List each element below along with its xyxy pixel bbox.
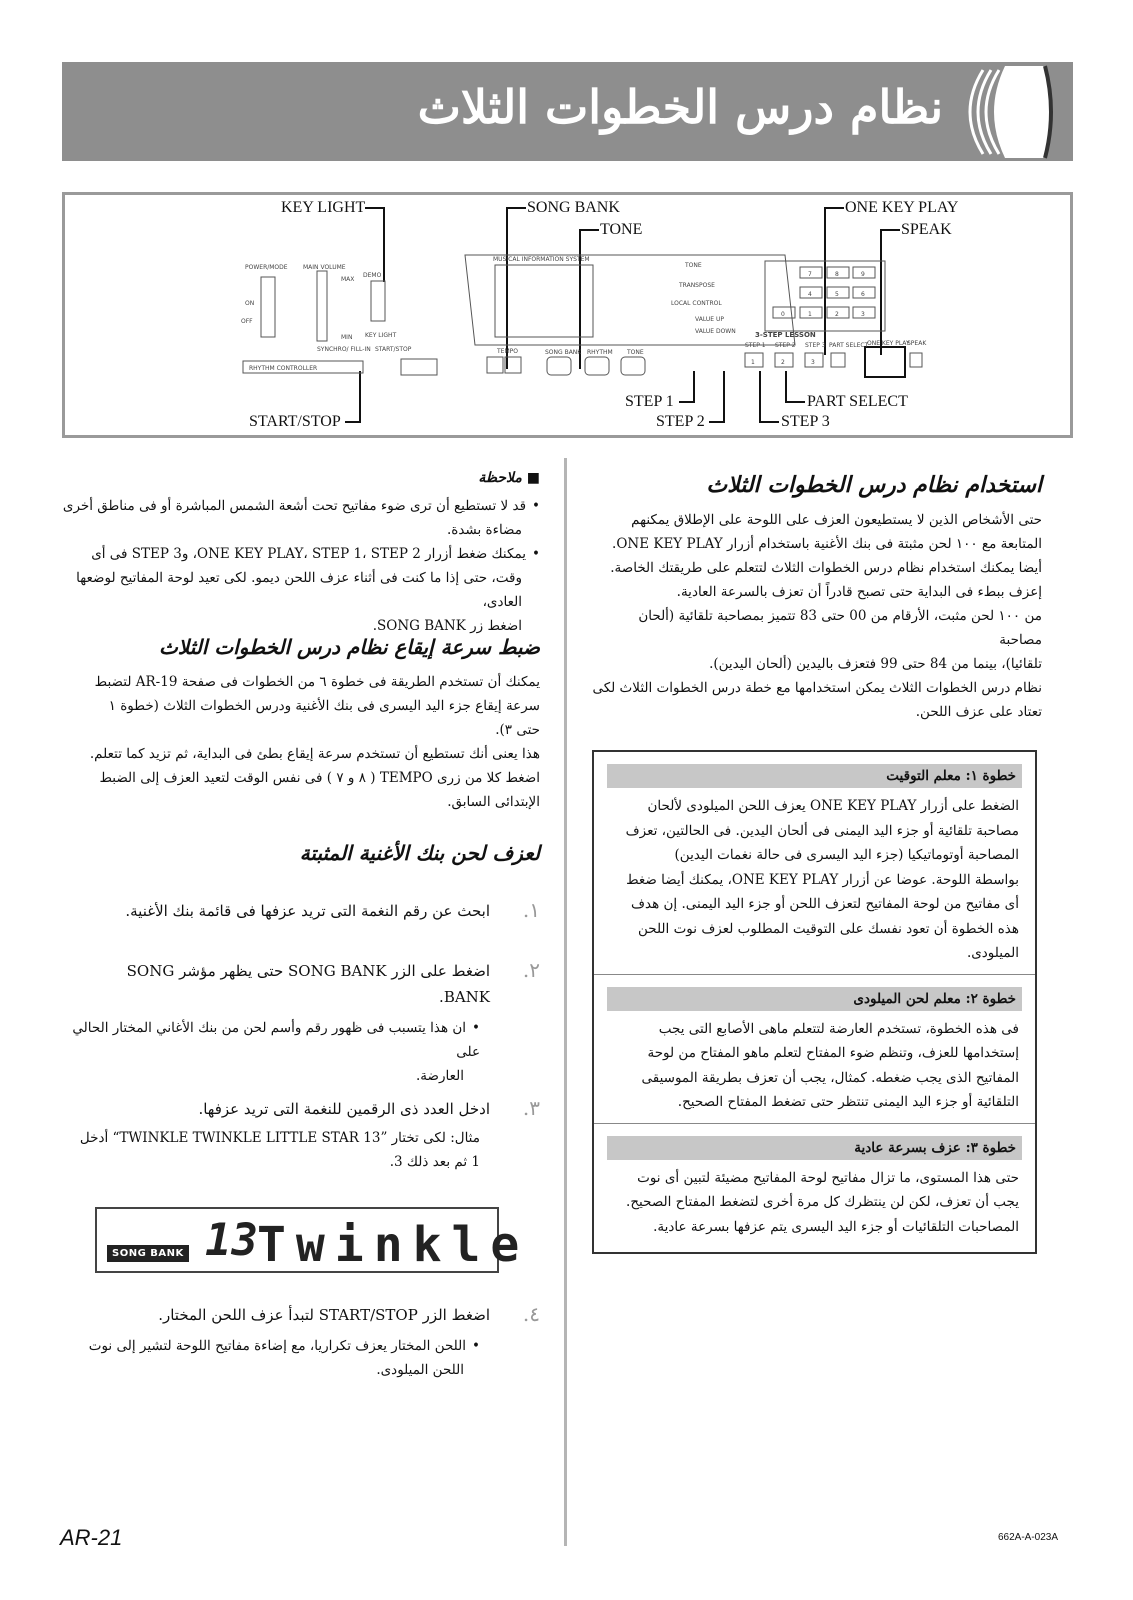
notes-list: • قد لا تستطيع أن ترى ضوء مفاتيح تحت أشعة الشمس المباشرة أو فى مناطق أخرى مضاءة بشدة. • يمكنك ضغط أزرار ONE KEY PLAY، STEP 1، STEP 2، وSTEP 3 فى أى وقت، حتى إذا ما كنت فى أثناء عزف اللحن ديمو. لكى تعيد لوحة المفاتيح لوضعها العادى، اضغط زر SONG BANK. bbox=[60, 494, 540, 638]
lesson-steps-box bbox=[592, 750, 1037, 1254]
device-main-volume: MAIN VOLUME bbox=[303, 264, 346, 271]
tempo-paragraph-1: يمكنك أن تستخدم الطريقة فى خطوة ٦ من الخطوات فى صفحة AR-19 لتضبط سرعة إيقاع جزء اليد اليسرى فى بنك الأغنية ودرس الخطوات الثلاث (خطوة ١ حتى ٣). bbox=[94, 674, 540, 738]
label-one-key-play: ONE KEY PLAY bbox=[845, 199, 959, 216]
label-step3: STEP 3 bbox=[781, 413, 830, 430]
device-synchro: SYNCHRO/ FILL-IN bbox=[317, 346, 371, 353]
device-key-4: 4 bbox=[808, 291, 812, 298]
device-min: MIN bbox=[341, 334, 353, 341]
label-step2: STEP 2 bbox=[656, 413, 705, 430]
label-part-select: PART SELECT bbox=[807, 393, 908, 410]
device-step-key-3: 3 bbox=[811, 359, 815, 366]
step-2: ٢. اضغط على الزر SONG BANK حتى يظهر مؤشر SONG BANK. • ان هذا يتسبب فى ظهور رقم وأسم لحن من بنك الأغاني المختار الحالي على العارضة. bbox=[60, 958, 540, 1088]
header-band bbox=[62, 62, 1073, 161]
device-step1: STEP 1 bbox=[745, 342, 766, 349]
device-one-key-play: ONE KEY PLAY bbox=[867, 340, 910, 347]
device-tone-small: TONE bbox=[685, 262, 702, 269]
device-power-mode: POWER/MODE bbox=[245, 264, 288, 271]
tempo-paragraph-2: هذا يعنى أنك تستطيع أن تستخدم سرعة إيقاع بطئ فى البداية، ثم تزيد كما تتعلم. اضغط كلا من زرى TEMPO ( ٨ و ٧ ) فى نفس الوقت لتعيد العزف إلى الضبط الإبتدائى السابق. bbox=[89, 746, 540, 810]
label-song-bank: SONG BANK bbox=[527, 199, 620, 216]
step3-heading: خطوة ٣: عزف بسرعة عادية bbox=[607, 1136, 1022, 1160]
device-step3: STEP 3 bbox=[805, 342, 826, 349]
device-tempo: TEMPO bbox=[497, 348, 518, 355]
device-demo: DEMO bbox=[363, 272, 382, 279]
keyboard-panel-drawing bbox=[225, 247, 927, 387]
song-bank-indicator: SONG BANK bbox=[107, 1245, 189, 1262]
device-value-up: VALUE UP bbox=[695, 316, 724, 323]
section-title-using-3-step: استخدام نظام درس الخطوات الثلاث bbox=[706, 472, 1042, 498]
device-3-step-lesson: 3-STEP LESSON bbox=[755, 331, 816, 339]
step3-text: حتى هذا المستوى، ما تزال مفاتيح لوحة المفاتيح مضيئة لتبين أى نوت يجب أن تعزف، لكن لن ينتظرك كل مرة أخرى لتضغط المفتاح الصحيح. المصاحبات التلقائيات أو جزء اليد اليسرى يتم عزفها بسرعة عادية. bbox=[626, 1169, 1019, 1235]
step-3: ٣. ادخل العدد ذى الرقمين للنغمة التى تريد عزفها. مثال: لكى تختار ”13 TWINKLE TWINKLE LITTLE STAR“ أدخل 1 ثم بعد ذلك 3. bbox=[79, 1096, 540, 1170]
device-key-3: 3 bbox=[861, 311, 865, 318]
device-step-key-2: 2 bbox=[781, 359, 785, 366]
device-part-select: PART SELECT bbox=[829, 342, 869, 349]
page-title: نظام درس الخطوات الثلاث bbox=[417, 80, 943, 134]
device-transpose: TRANSPOSE bbox=[679, 282, 715, 289]
lcd-song-number: 13 bbox=[205, 1215, 258, 1266]
step1-text: الضغط على أزرار ONE KEY PLAY يعزف اللحن الميلودى لألحان مصاحبة تلقائية أو جزء اليد اليمنى فى ألحان اليدين. فى الحالتين، تعزف المصاحبة أوتوماتيكيا (جزء اليد اليسرى فى حالة نغمات اليدين) بواسطة اللوحة. عوضا عن أزرار ONE KEY PLAY، يمكنك أيضا ضغط أى مفاتيح من لوحة المفاتيح لتعزف اللحن أو جزء اليد اليمنى. إن هدف هذه الخطوة أن تعود نفسك على التوقيت المطلوب لعزف نوت اللحن الميلودى. bbox=[625, 798, 1019, 961]
notes-heading: ■ ملاحظة bbox=[478, 470, 540, 486]
device-key-0: 0 bbox=[781, 311, 785, 318]
device-step-key-1: 1 bbox=[751, 359, 755, 366]
device-key-9: 9 bbox=[861, 271, 865, 278]
label-tone: TONE bbox=[600, 221, 643, 238]
document-code: 662A-A-023A bbox=[998, 1532, 1059, 1543]
device-local-control: LOCAL CONTROL bbox=[671, 300, 722, 307]
device-key-7: 7 bbox=[808, 271, 812, 278]
device-value-down: VALUE DOWN bbox=[695, 328, 736, 335]
device-brand: MUSICAL INFORMATION SYSTEM bbox=[493, 256, 590, 263]
label-key-light: KEY LIGHT bbox=[281, 199, 366, 216]
device-key-6: 6 bbox=[861, 291, 865, 298]
device-key-8: 8 bbox=[835, 271, 839, 278]
device-off: OFF bbox=[241, 318, 253, 325]
section-title-play-song-bank: لعزف لحن بنك الأغنية المثبتة bbox=[299, 841, 540, 865]
device-on: ON bbox=[245, 300, 255, 307]
column-divider bbox=[564, 458, 567, 1546]
lesson-plan-paragraph: نظام درس الخطوات الثلاث يمكن استخدامها مع خطة درس الخطوات الثلاث لكى تعتاد على عزف اللحن. bbox=[592, 680, 1042, 720]
label-start-stop: START/STOP bbox=[249, 413, 341, 430]
step1-heading: خطوة ١: معلم التوقيت bbox=[607, 764, 1022, 788]
control-panel-diagram bbox=[62, 192, 1073, 438]
device-step2: STEP 2 bbox=[775, 342, 796, 349]
label-step1: STEP 1 bbox=[625, 393, 674, 410]
step2-heading: خطوة ٢: معلم لحن الميلودى bbox=[607, 987, 1022, 1011]
lcd-display bbox=[95, 1207, 530, 1273]
device-start-stop: START/STOP bbox=[375, 346, 412, 353]
step-4: ٤. اضغط الزر START/STOP لتبدأ عزف اللحن المختار. • اللحن المختار يعزف تكراريا، مع إضاءة مفاتيح اللوحة لتشير إلى نوت اللحن الميلودى. bbox=[60, 1302, 540, 1382]
device-tone: TONE bbox=[627, 349, 644, 356]
device-rhythm: RHYTHM bbox=[587, 349, 613, 356]
section-title-tempo: ضبط سرعة إيقاع نظام درس الخطوات الثلاث bbox=[158, 635, 540, 659]
device-key-1: 1 bbox=[808, 311, 812, 318]
device-key-2: 2 bbox=[835, 311, 839, 318]
label-speak: SPEAK bbox=[901, 221, 952, 238]
device-key-light: KEY LIGHT bbox=[365, 332, 397, 339]
device-speak: SPEAK bbox=[907, 340, 927, 347]
step-1: ١. ابحث عن رقم النغمة التى تريد عزفها فى قائمة بنك الأغنية. bbox=[125, 898, 540, 922]
page-number: AR-21 bbox=[60, 1525, 123, 1550]
device-song-bank: SONG BANK bbox=[545, 349, 582, 356]
step2-text: فى هذه الخطوة، تستخدم العارضة لتتعلم ماهى الأصابع التى يجب إستخدامها للعزف، وتنظم ضوء المفتاح لتعلم ماهو المفتاح من لوحة المفاتيح الذى يجب ضغطه. كمثال، يجب أن تعزف بطريقة الموسيقى التلقائية أو جزء اليد اليمنى تنتظر حتى تضغط المفتاح الصحيح. bbox=[641, 1020, 1019, 1110]
device-key-5: 5 bbox=[835, 291, 839, 298]
device-max: MAX bbox=[341, 276, 355, 283]
bracket-decoration bbox=[953, 62, 1063, 161]
lcd-song-name: Twinkle bbox=[257, 1217, 530, 1273]
device-rhythm-controller: RHYTHM CONTROLLER bbox=[249, 365, 318, 372]
intro-paragraph: حتى الأشخاص الذين لا يستطيعون العزف على اللوحة على الإطلاق يمكنهم المتابعة مع ١٠٠ لحن مثبتة فى بنك الأغنية باستخدام أزرار ONE KEY PLAY. أيضا يمكنك استخدام نظام درس الخطوات الثلاث لتتعلم على طريقتك الخاصة. إعزف ببطء فى البداية حتى تصبح قادراً أن تعزف بالسرعة العادية. من ١٠٠ لحن مثبت، الأرقام من 00 حتى 83 تتميز بمصاحبة تلقائية (ألحان مصاحبة تلقائيا)، بينما من 84 حتى 99 فتعزف باليدين (ألحان اليدين). bbox=[610, 512, 1042, 672]
